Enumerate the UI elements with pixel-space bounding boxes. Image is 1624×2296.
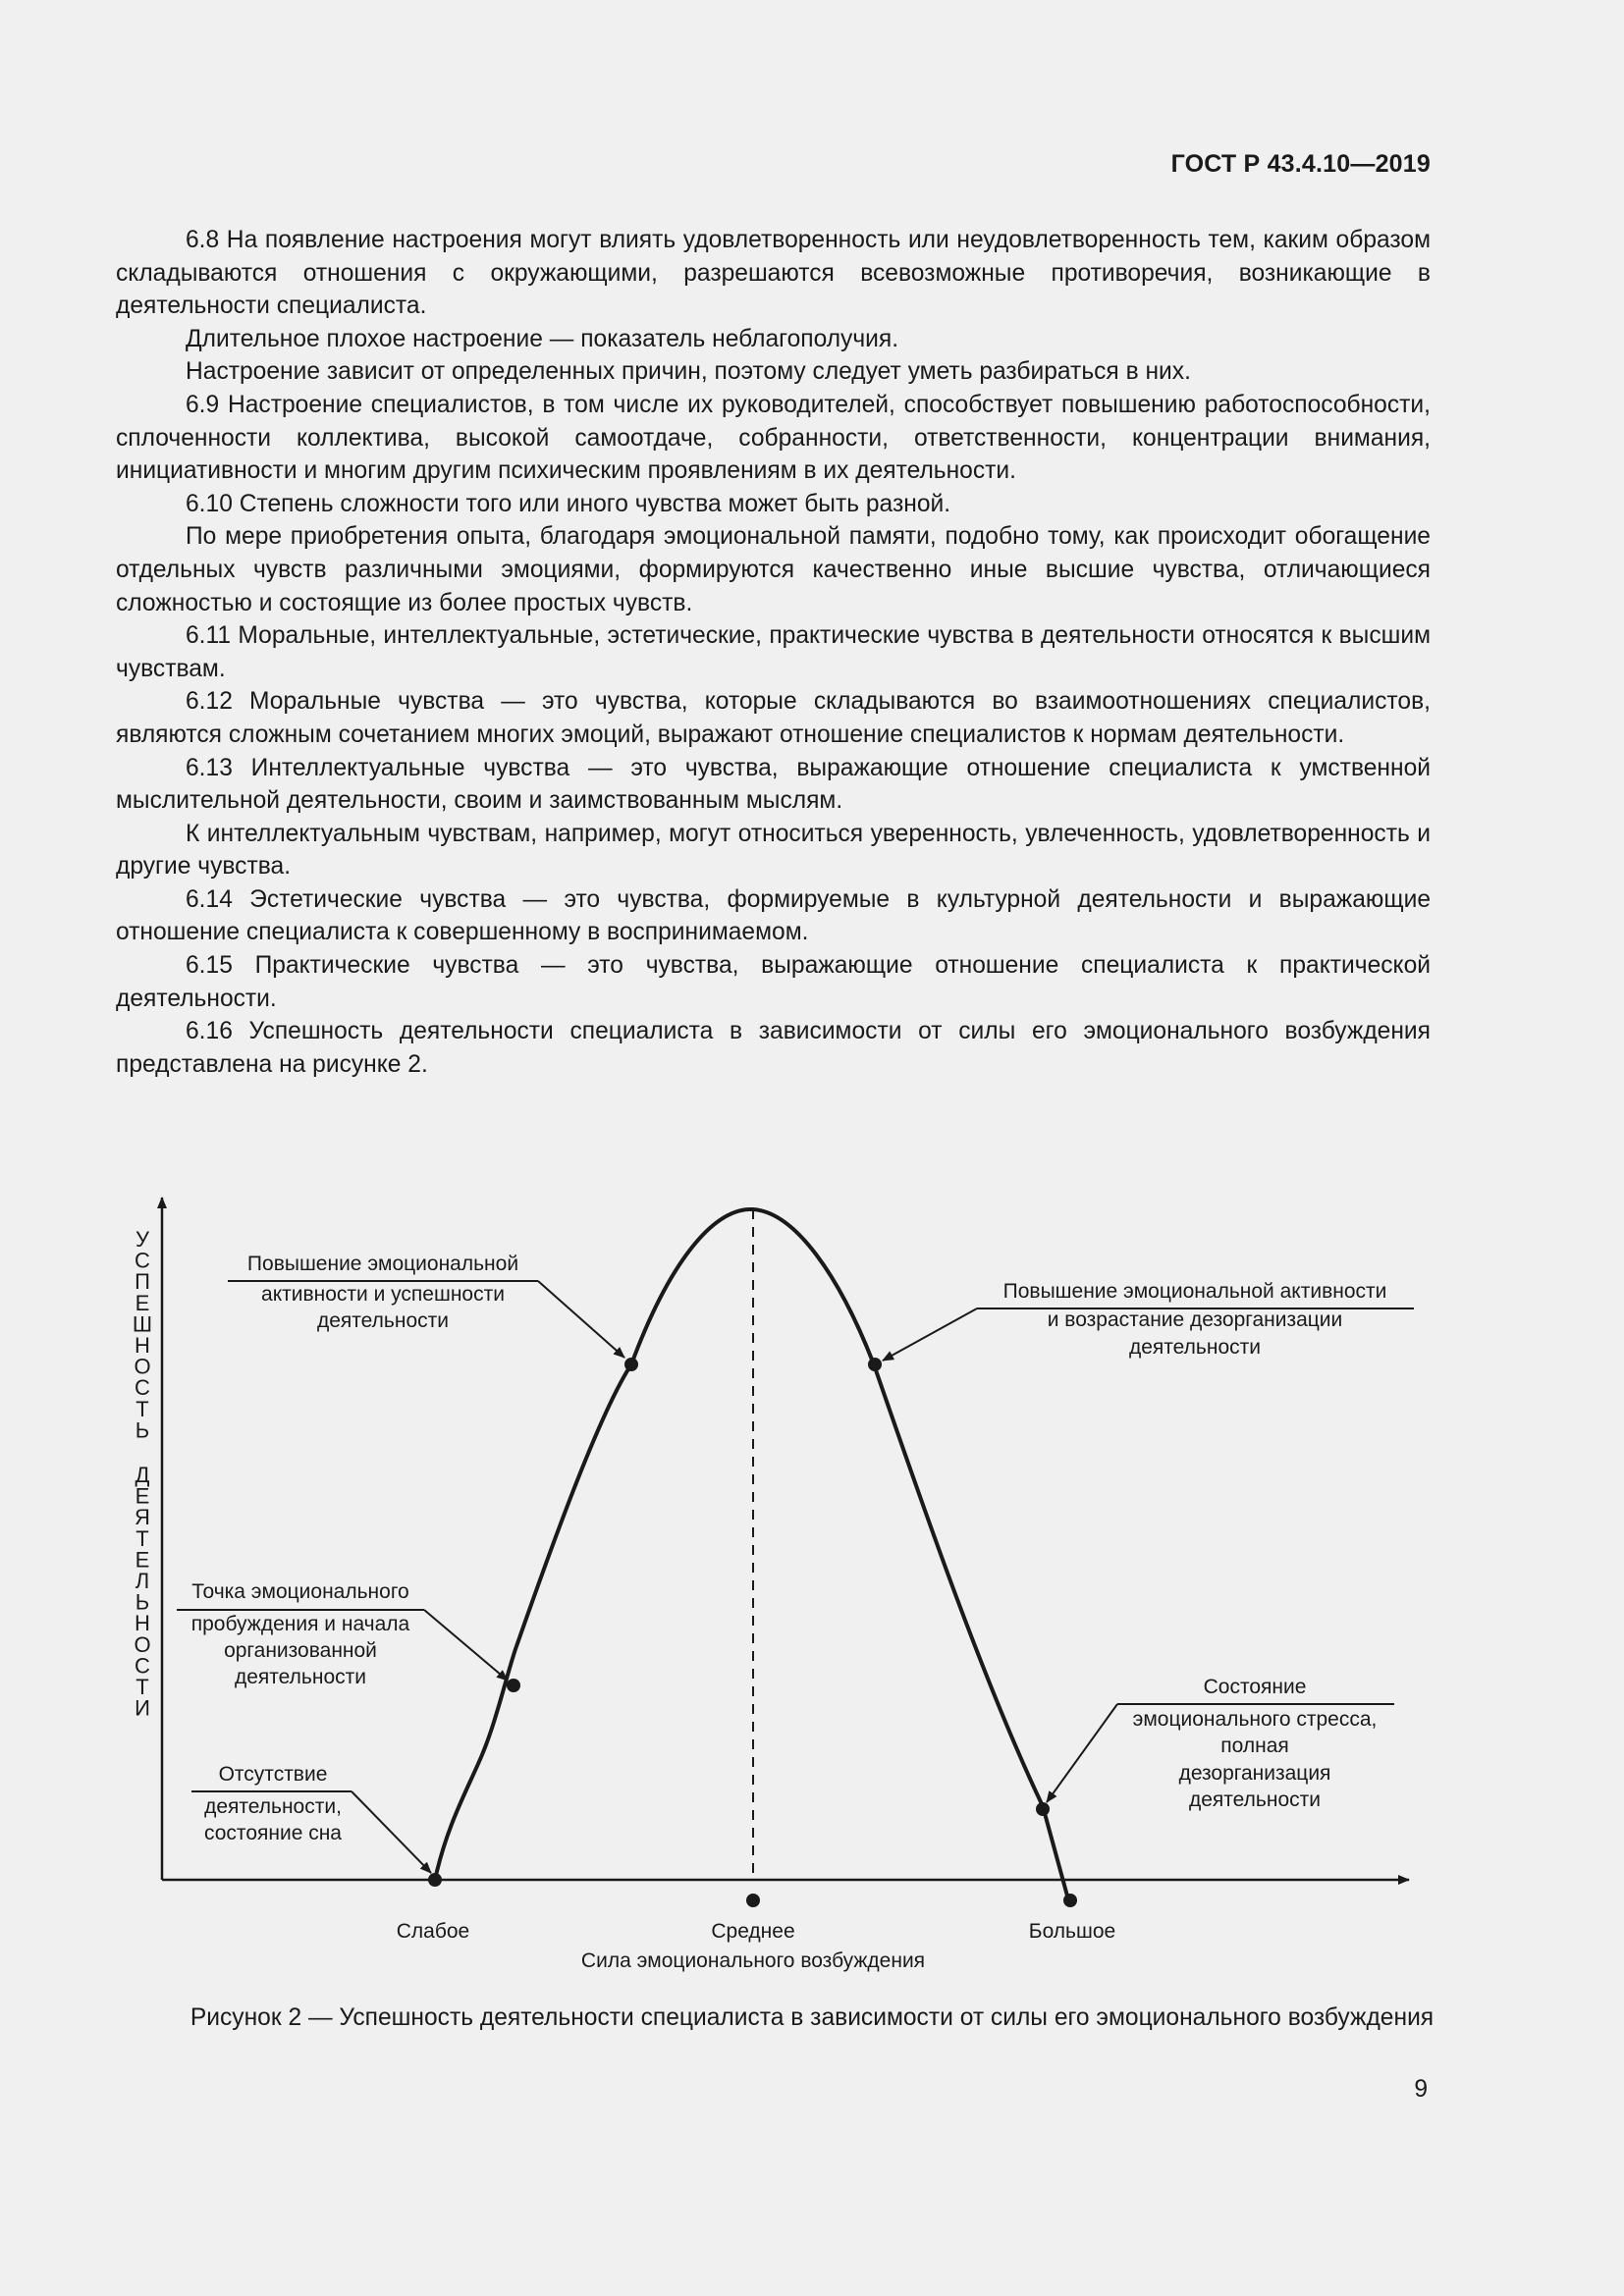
y-axis-label-letter: Е (135, 1483, 150, 1509)
annotation-5-line-3: полная (1220, 1735, 1289, 1757)
annotation-1-line-1: Повышение эмоциональной (246, 1253, 519, 1275)
paragraph: 6.13 Интеллектуальные чувства — это чувства, выражающие отношение специалиста к умственной мыслительной деятельности, своим и заимствованным мыслям. (116, 754, 1431, 815)
paragraph: 6.9 Настроение специалистов, в том числе их руководителей, способствует повышению работоспособности, сплоченности коллектива, высокой самоотдаче, собранности, ответственности, концентрации внимания, инициативности и многим другим психическим проявлениям в их деятельности. (116, 391, 1431, 485)
paragraph: 6.16 Успешность деятельности специалиста в зависимости от силы его эмоционального возбуждения представлена на рисунке 2. (116, 1018, 1431, 1078)
point-rise (624, 1358, 638, 1371)
y-axis-label-letter: Ь (135, 1589, 150, 1615)
x-axis-label: Сила эмоционального возбуждения (580, 1949, 926, 1972)
annotation-5-line-2: эмоционального стресса, (1132, 1708, 1378, 1731)
y-axis-label-letter: Т (135, 1675, 149, 1699)
paragraph: 6.14 Эстетические чувства — это чувства, формируемые в культурной деятельности и выражающие отношение специалиста к совершенному в воспринимаемом. (116, 885, 1431, 946)
y-axis-label-letter: Е (135, 1547, 150, 1573)
body-text (116, 224, 1431, 1081)
y-axis-label-letter: Л (135, 1569, 150, 1593)
y-axis-label-letter: Д (135, 1463, 150, 1487)
point-sleep (428, 1873, 442, 1887)
paragraph: Длительное плохое настроение — показатель неблагополучия. (186, 325, 899, 352)
annotation-3-leader (424, 1610, 508, 1681)
y-axis-label-letter: С (135, 1375, 150, 1401)
y-axis-label-letter: Ш (132, 1311, 153, 1337)
y-axis-label-letter: Н (135, 1611, 150, 1636)
y-axis-label-letter: С (135, 1248, 150, 1273)
paragraph: 6.10 Степень сложности того или иного чувства может быть разной. (186, 490, 951, 517)
paragraph: По мере приобретения опыта, благодаря эмоциональной памяти, подобно тому, как происходит обогащение отдельных чувств различными эмоциями, формируются качественно иные высшие чувства, отличающиеся сложностью и состоящие из более простых чувств. (116, 523, 1431, 616)
annotation-5-line-1: Состояние (1203, 1676, 1307, 1698)
paragraph: 6.11 Моральные, интеллектуальные, эстетические, практические чувства в деятельности относятся к высшим чувствам. (116, 622, 1431, 682)
annotation-5-line-4: дезорганизация (1178, 1762, 1331, 1785)
y-axis-label-letter: С (135, 1653, 150, 1679)
annotation-1-leader (538, 1281, 624, 1358)
annotation-4-line-1: Отсутствие (218, 1763, 328, 1786)
annotation-5-line-5: деятельности (1189, 1789, 1321, 1811)
point-large (1063, 1894, 1077, 1907)
paragraph: 6.8 На появление настроения могут влиять удовлетворенность или неудовлетворенность тем, каким образом складываются отношения с окружающими, разрешаются всевозможные противоречия, возникающие в деятельности специалиста. (116, 227, 1431, 320)
figure-diagram (0, 1158, 1624, 2042)
annotation-4-leader (352, 1791, 431, 1873)
y-axis-label-letter: Я (135, 1505, 150, 1530)
point-stress (1036, 1802, 1050, 1816)
x-tick-weak: Слабое (396, 1920, 470, 1943)
annotation-2-line-2: и возрастание дезорганизации (1047, 1308, 1343, 1331)
y-axis-label-letter: П (135, 1269, 150, 1295)
annotation-4-line-3: состояние сна (204, 1822, 342, 1844)
annotation-1-line-3: деятельности (317, 1309, 449, 1332)
paragraph: Настроение зависит от определенных причин, поэтому следует уметь разбираться в них. (186, 358, 1191, 386)
page-number: 9 (1414, 2076, 1428, 2103)
annotation-2-line-1: Повышение эмоциональной активности (1002, 1280, 1387, 1303)
point-medium (746, 1894, 760, 1907)
document-header: ГОСТ Р 43.4.10—2019 (1170, 150, 1431, 178)
annotation-4-line-2: деятельности, (204, 1795, 342, 1818)
figure-2 (0, 1158, 1624, 2061)
y-axis-label-letter: О (134, 1631, 151, 1657)
annotation-3-line-2: пробуждения и начала (190, 1613, 410, 1635)
x-tick-large: Большое (1028, 1920, 1116, 1943)
y-axis-label-letter: Е (135, 1290, 150, 1315)
annotation-3-line-3: организованной (224, 1639, 377, 1662)
activity-curve (435, 1209, 1068, 1899)
y-axis-label (133, 1227, 152, 1721)
point-disorganization (868, 1358, 882, 1371)
y-axis-label-letter: Т (135, 1396, 149, 1421)
y-axis-label-letter: Ь (135, 1417, 150, 1443)
x-tick-medium: Среднее (711, 1920, 795, 1943)
paragraph: 6.15 Практические чувства — это чувства, выражающие отношение специалиста к практической деятельности. (116, 952, 1431, 1012)
paragraph: 6.12 Моральные чувства — это чувства, которые складываются во взаимоотношениях специалистов, являются сложным сочетанием многих эмоций, выражают отношение специалистов к нормам деятельности. (116, 688, 1431, 748)
figure-caption: Рисунок 2 — Успешность деятельности специалиста в зависимости от силы его эмоционального возбуждения (189, 2004, 1435, 2031)
y-axis-label-letter: Т (135, 1525, 149, 1551)
annotation-2-line-3: деятельности (1129, 1336, 1261, 1359)
y-axis-label-letter: О (134, 1354, 151, 1379)
annotation-1-line-2: активности и успешности (261, 1283, 505, 1306)
y-axis-label-letter: У (135, 1227, 149, 1252)
paragraph: К интеллектуальным чувствам, например, могут относиться уверенность, увлеченность, удовлетворенность и другие чувства. (116, 820, 1431, 881)
annotation-3-line-1: Точка эмоционального (191, 1580, 409, 1603)
annotation-3-line-4: деятельности (235, 1666, 366, 1688)
y-axis-label-letter: И (135, 1695, 150, 1721)
annotation-2-leader (883, 1308, 977, 1361)
y-axis-label-letter: Н (135, 1333, 150, 1358)
annotation-5-leader (1047, 1704, 1117, 1802)
point-awakening (507, 1679, 520, 1692)
